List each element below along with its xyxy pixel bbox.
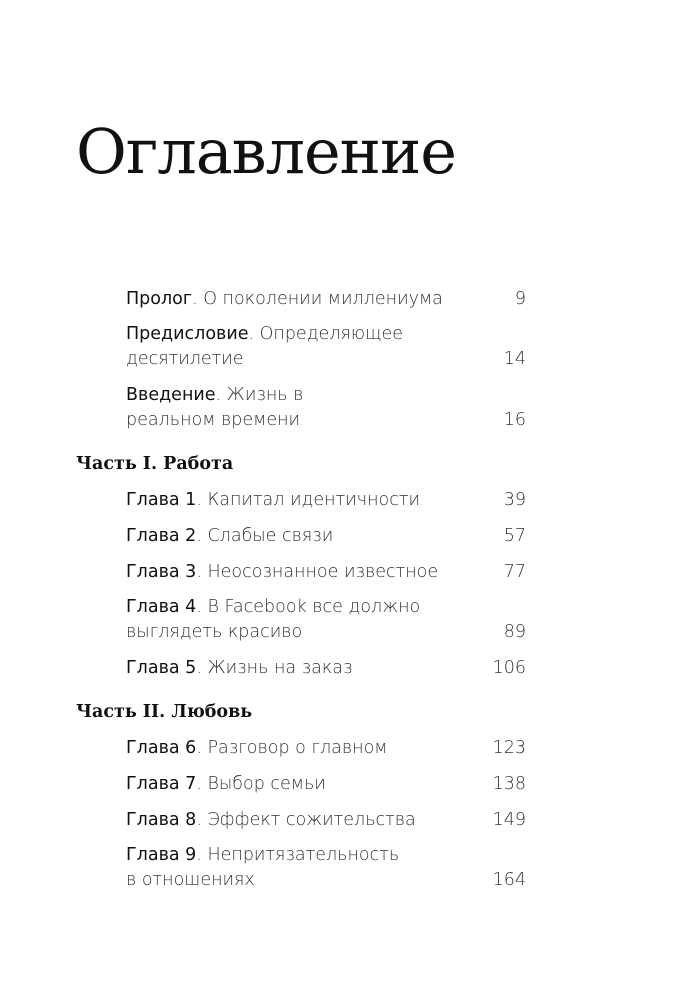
page-number: 57 (503, 526, 526, 546)
entry-label: Глава 5 (126, 658, 197, 678)
entry-title: . Определяющее десятилетие (126, 324, 404, 369)
page-number: 106 (492, 658, 526, 678)
entry-label: Пролог (126, 289, 193, 309)
entry-title: . О поколении миллениума (192, 289, 443, 309)
page-number: 39 (503, 490, 526, 510)
toc-entry-chapter-1[interactable] (126, 488, 526, 513)
entry-title: . Непритязательность в отношениях (126, 845, 400, 890)
page-number: 9 (514, 289, 526, 309)
toc-entry-chapter-2[interactable] (126, 524, 526, 549)
page-number: 149 (492, 810, 526, 830)
toc-entry-chapter-7[interactable] (126, 772, 526, 797)
page-number: 123 (492, 738, 526, 758)
entry-label: Глава 1 (126, 490, 197, 510)
page-number: 164 (492, 870, 526, 890)
entry-title: . Эффект сожительства (196, 810, 416, 830)
toc-entry-chapter-9[interactable] (126, 843, 526, 893)
entry-label: Глава 4 (126, 597, 197, 617)
part-heading-1[interactable]: Часть I. Работа (76, 454, 234, 474)
entry-title: . Разговор о главном (196, 738, 388, 758)
part-heading-2[interactable]: Часть II. Любовь (76, 702, 253, 722)
page-title: Оглавление (76, 115, 456, 188)
toc-entry-chapter-4[interactable] (126, 595, 526, 645)
entry-title: . В Facebook все должно выглядеть красиво (126, 597, 421, 642)
entry-label: Глава 3 (126, 562, 197, 582)
page-number: 14 (503, 349, 526, 369)
entry-label: Глава 7 (126, 774, 197, 794)
toc-entry-prologue[interactable] (126, 287, 526, 312)
entry-title: . Жизнь в реальном времени (126, 385, 304, 430)
entry-label: Глава 8 (126, 810, 197, 830)
toc-entry-introduction[interactable] (126, 383, 526, 433)
entry-label: Глава 9 (126, 845, 197, 865)
entry-title: . Слабые связи (196, 526, 334, 546)
page-number: 138 (492, 774, 526, 794)
toc-entry-preface[interactable] (126, 322, 526, 372)
entry-title: . Выбор семьи (196, 774, 326, 794)
entry-label: Глава 2 (126, 526, 197, 546)
entry-title: . Неосознанное известное (196, 562, 439, 582)
entry-title: . Капитал идентичности (196, 490, 420, 510)
entry-label: Глава 6 (126, 738, 197, 758)
entry-title: . Жизнь на заказ (196, 658, 353, 678)
toc-entry-chapter-5[interactable] (126, 656, 526, 681)
toc-entry-chapter-6[interactable] (126, 736, 526, 761)
entry-label: Предисловие (126, 324, 249, 344)
page-number: 77 (503, 562, 526, 582)
toc-entry-chapter-3[interactable] (126, 560, 526, 585)
entry-label: Введение (126, 385, 216, 405)
page-number: 16 (503, 410, 526, 430)
page-number: 89 (503, 622, 526, 642)
toc-entry-chapter-8[interactable] (126, 808, 526, 833)
